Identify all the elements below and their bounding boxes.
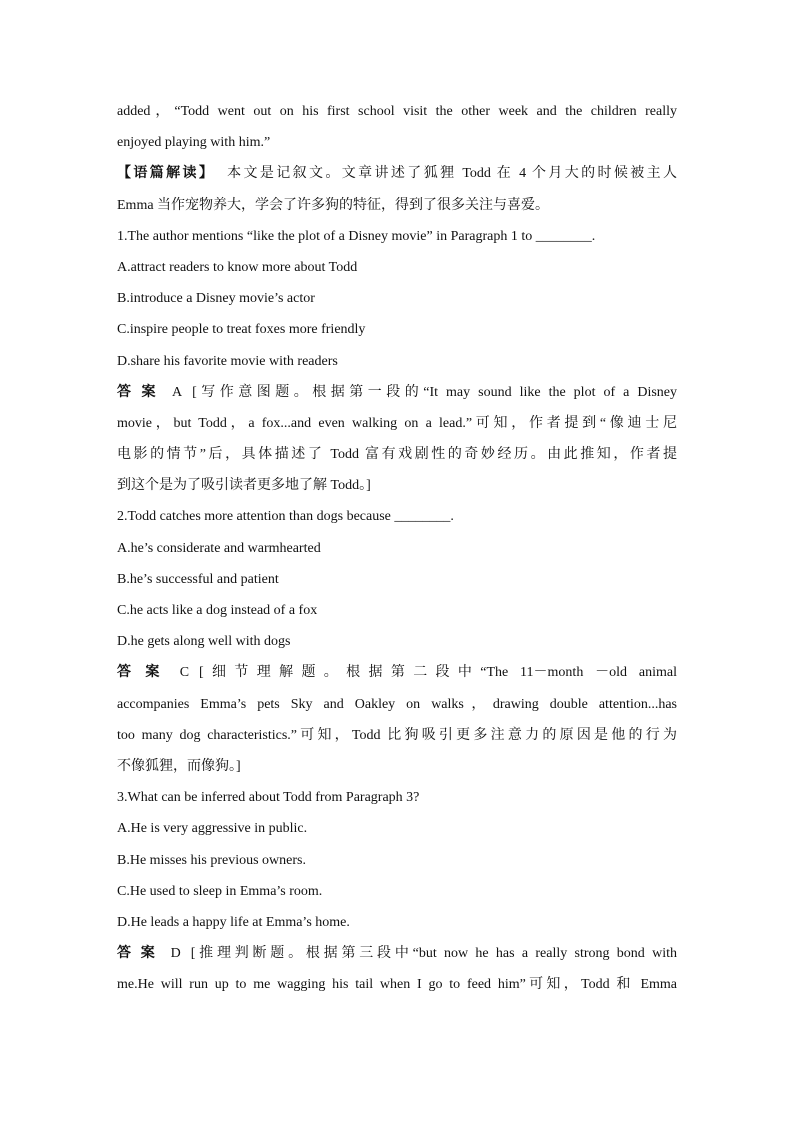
question-3-stem: 3.What can be inferred about Todd from Paragraph 3? bbox=[117, 790, 420, 806]
question-2-option-c: C.he acts like a dog instead of a fox bbox=[117, 603, 318, 618]
question-1-option-d: D.share his favorite movie with readers bbox=[117, 353, 338, 369]
summary-text: 本文是记叙文。文章讲述了狐狸 Todd 在 4 个月大的时候被主人 bbox=[227, 166, 677, 182]
question-2-answer bbox=[117, 657, 677, 688]
question-1-explanation-2: movie，but Todd，a fox...and even walking on a lead.”可知，作者提到“像迪士尼 bbox=[117, 415, 677, 431]
question-2-explanation-3: too many dog characteristics.”可知，Todd 比狗吸引更多注意力的原因是他的行为 bbox=[117, 727, 677, 743]
answer-label: 答案 bbox=[117, 665, 174, 681]
answer-letter: C bbox=[179, 665, 190, 681]
question-3-option-b: B.He misses his previous owners. bbox=[117, 852, 306, 868]
document-page bbox=[117, 96, 677, 1000]
explanation-text: [写作意图题。根据第一段的“It may sound like the plot of a Disney bbox=[192, 384, 677, 400]
answer-label: 答案 bbox=[117, 384, 166, 400]
question-3-option-d: D.He leads a happy life at Emma’s home. bbox=[117, 914, 350, 930]
intro-line-1: added，“Todd went out on his first school visit the other week and the children really bbox=[117, 104, 677, 119]
answer-label: 答案 bbox=[117, 946, 165, 962]
question-3-option-a: A.He is very aggressive in public. bbox=[117, 821, 308, 837]
question-1-option-a: A.attract readers to know more about Todd bbox=[117, 259, 358, 275]
question-1-stem: 1.The author mentions “like the plot of a Disney movie” in Paragraph 1 to ________. bbox=[117, 228, 596, 244]
question-1-option-c: C.inspire people to treat foxes more friendly bbox=[117, 322, 366, 338]
summary-label: 【语篇解读】 bbox=[117, 166, 216, 182]
question-1-answer bbox=[117, 377, 677, 408]
question-1-explanation-4: 到这个是为了吸引读者更多地了解 Todd。] bbox=[117, 478, 371, 494]
question-2-explanation-2: accompanies Emma’s pets Sky and Oakley on walks，drawing double attention...has bbox=[117, 696, 677, 712]
question-3-answer bbox=[117, 938, 677, 969]
question-2-option-a: A.he’s considerate and warmhearted bbox=[117, 540, 321, 556]
question-3-option-c: C.He used to sleep in Emma’s room. bbox=[117, 883, 323, 899]
question-2-explanation-4: 不像狐狸，而像狗。] bbox=[117, 758, 241, 774]
question-1-explanation-3: 电影的情节”后，具体描述了 Todd 富有戏剧性的奇妙经历。由此推知，作者提 bbox=[117, 447, 677, 463]
explanation-text: [推理判断题。根据第三段中“but now he has a really strong bond with bbox=[190, 946, 677, 962]
explanation-text: [细节理解题。根据第二段中“The 11－month －old animal bbox=[199, 665, 677, 681]
answer-letter: D bbox=[170, 946, 181, 962]
question-3-explanation-2: me.He will run up to me wagging his tail when I go to feed him”可知，Todd 和 Emma bbox=[117, 977, 677, 993]
summary-line-1 bbox=[117, 158, 677, 189]
question-2-option-d: D.he gets along well with dogs bbox=[117, 634, 291, 650]
question-1-option-b: B.introduce a Disney movie’s actor bbox=[117, 291, 315, 307]
question-2-stem: 2.Todd catches more attention than dogs because ________. bbox=[117, 509, 454, 525]
answer-letter: A bbox=[172, 384, 183, 400]
intro-line-2: enjoyed playing with him.” bbox=[117, 135, 271, 151]
question-2-option-b: B.he’s successful and patient bbox=[117, 571, 279, 587]
summary-line-2: Emma 当作宠物养大，学会了许多狗的特征，得到了很多关注与喜爱。 bbox=[117, 197, 550, 213]
